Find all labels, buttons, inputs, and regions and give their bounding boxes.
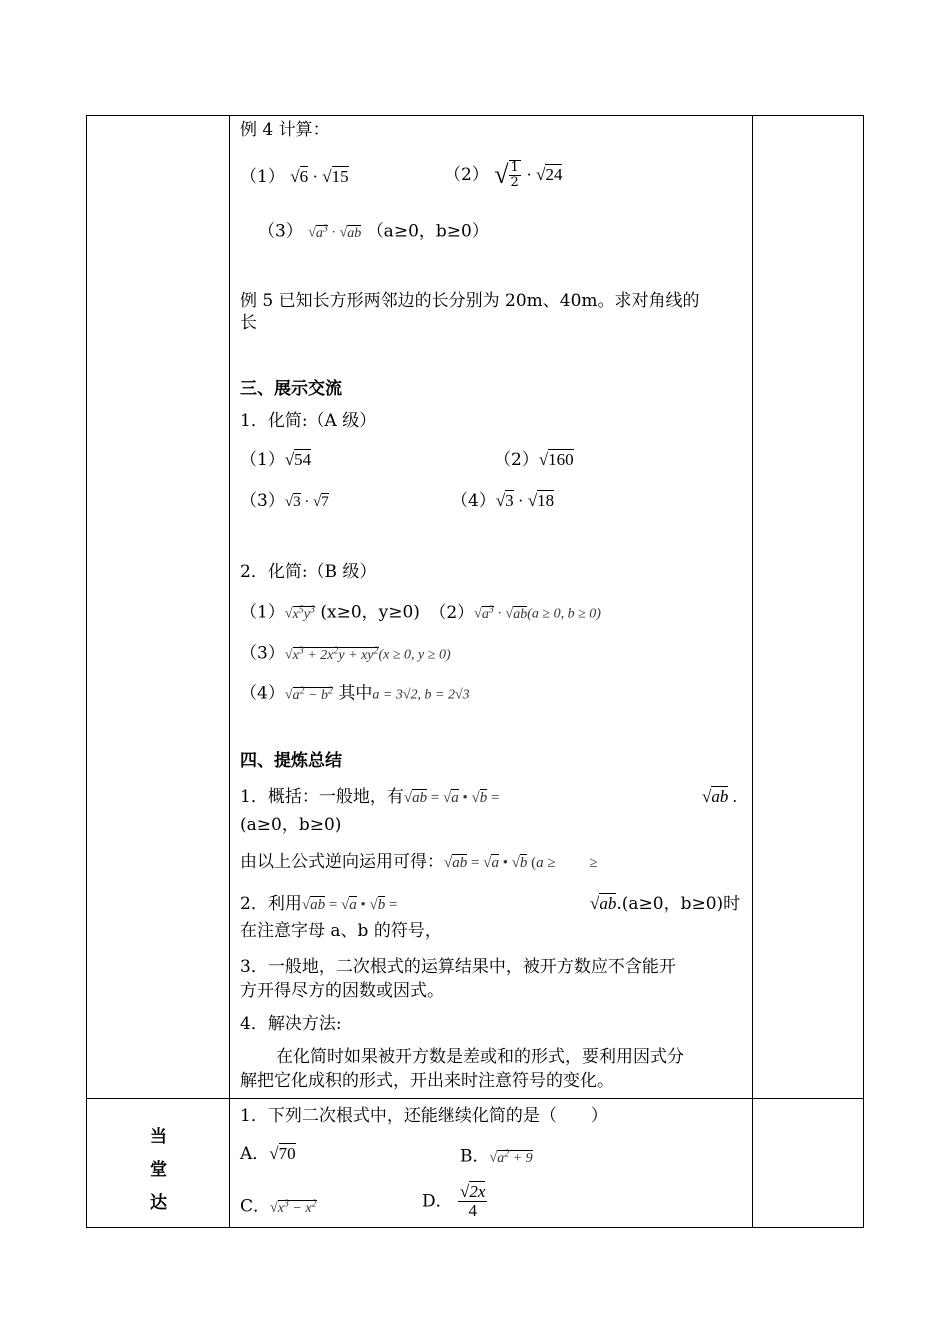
section4-s1-right: √ab . [702, 787, 737, 806]
section4-s4: 4．解决方法: [240, 1014, 342, 1034]
section4-s3-line2: 方开得尽方的因数或因式。 [240, 981, 444, 1001]
row-divider [86, 1098, 864, 1099]
section3-q2-item3: $(3)√x^3 + 2x^2y + xy^2(x \ge 0$, y ≥ 0) [240, 643, 451, 664]
example4-part2-label: （2） [444, 165, 489, 185]
section3-q1-item2: （2）√160 [494, 450, 574, 470]
section3-q1-item1: （1）√54 [240, 450, 312, 470]
side-label-char-1: 当 [150, 1127, 167, 1147]
example4-part3-label: （3） [258, 221, 303, 242]
column-divider-1 [229, 115, 230, 1228]
quiz-option-d: D． $\frac{√2x}{4}$ [422, 1182, 486, 1220]
quiz-question: 1．下列二次根式中，还能继续化简的是（ ） [240, 1106, 608, 1126]
section4-s1-reverse: 由以上公式逆向运用可得：√ab = √a • √b (a ≥ ≥ [240, 852, 598, 872]
section3-q2-item4: $(4)√a^2 - b^2$ 其中a = 3√2, b = 2√3 [240, 683, 470, 704]
example4-part1-expr: √6 · √15 [290, 167, 349, 186]
section4-s4-line1: 在化简时如果被开方数是差或和的形式，要利用因式分 [276, 1047, 684, 1067]
example4-part1-label: （1） [240, 167, 285, 187]
quiz-option-b: B．$√a^2 + 9$ [460, 1146, 533, 1167]
section3-q1-item3: （3）√3 · √7 [240, 491, 329, 511]
section4-s2-right: √ab.(a≥0，b≥0)时 [590, 894, 741, 914]
table-right-border [863, 115, 864, 1228]
example4-title: 例 4 计算： [240, 120, 330, 140]
table-left-border [86, 115, 87, 1228]
column-divider-2 [752, 115, 753, 1228]
quiz-option-c: C．$√x^3 - x^2$ [240, 1196, 317, 1217]
example4-part2-frac: $\frac{1}{2}$ [510, 160, 519, 190]
example4-part2: （2） √ $\frac{1}{2}$ · √24 [444, 160, 563, 190]
section4-s2-line2: 在注意字母 a、b 的符号， [240, 921, 442, 941]
section4-s4-line2: 解把它化成积的形式，开出来时注意符号的变化。 [240, 1071, 614, 1091]
example5-line2: 长 [240, 313, 257, 333]
section4-s1-cond: (a≥0，b≥0) [240, 815, 342, 835]
quiz-option-d-frac: $\frac{√2x}{4}$ [460, 1182, 486, 1220]
section4-heading: 四、提炼总结 [240, 751, 342, 771]
table-bottom-border [86, 1227, 864, 1228]
section4-s1: 1．概括：一般地，有√ab = √a • √b = [240, 787, 500, 807]
example5-line1: 例 5 已知长方形两邻边的长分别为 20m、40m。求对角线的 [240, 291, 700, 311]
example4-part3-cond: （a≥0，b≥0） [366, 221, 489, 242]
example4-part3: （3） $√a^3 \cdot √ab$ （a≥0，b≥0） [258, 221, 489, 242]
side-label-char-2: 堂 [150, 1160, 167, 1180]
section3-q1-item4: （4）√3 · √18 [451, 491, 555, 511]
side-label-char-3: 达 [150, 1193, 167, 1213]
section3-q1-title: 1．化简:（A 级） [240, 411, 377, 431]
section3-q2-title: 2．化简:（B 级） [240, 562, 377, 582]
section3-heading: 三、展示交流 [240, 379, 342, 399]
quiz-option-a: A．√70 [240, 1144, 296, 1164]
table-top-border [86, 115, 864, 116]
section3-q2-item1: $(1)√x^5y^3$ (x≥0，y≥0) $(2)√a^3 \cdot √ab(a \ge 0$, b ≥ 0) [240, 602, 601, 623]
section4-s2: 2．利用√ab = √a • √b = [240, 894, 398, 914]
section4-s3-line1: 3．一般地，二次根式的运算结果中，被开方数应不含能开 [240, 957, 676, 977]
example4-part1 [240, 166, 349, 188]
